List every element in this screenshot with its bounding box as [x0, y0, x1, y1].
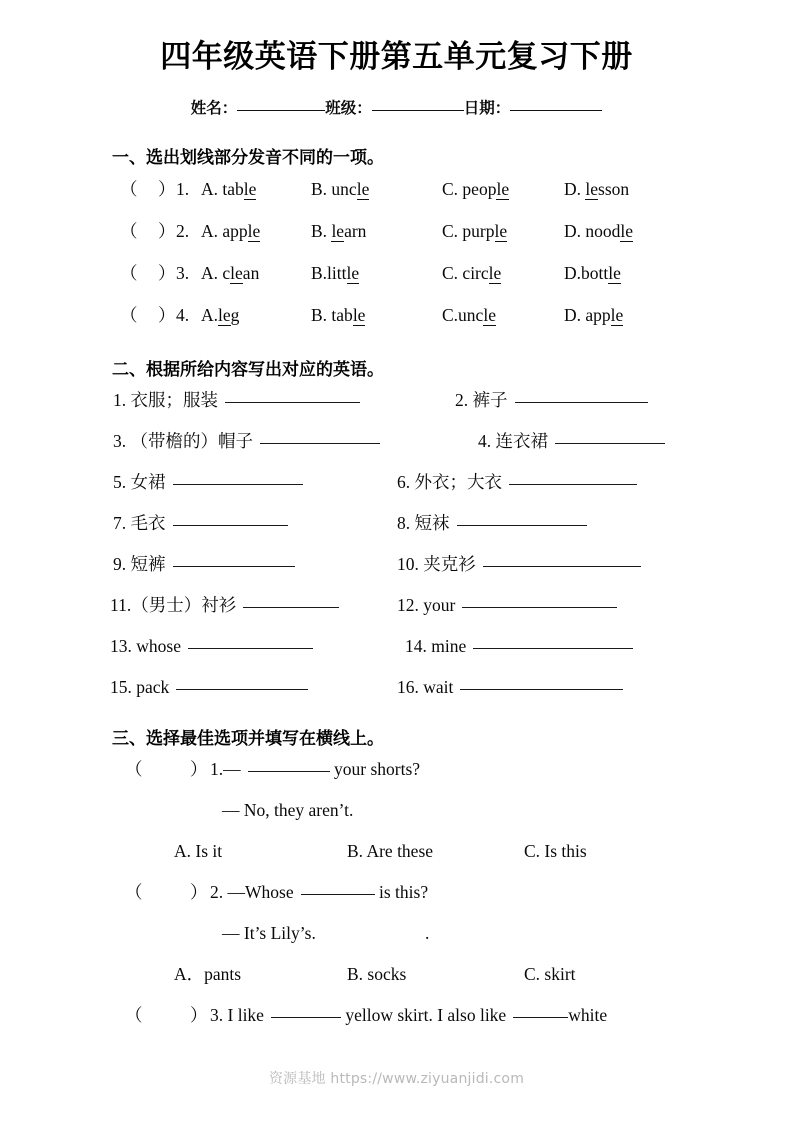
- translation-row: [0, 421, 793, 462]
- stem-part-3: white: [568, 1005, 608, 1026]
- option-b-pre: B.litt: [311, 263, 347, 284]
- option-a-pre: A. c: [201, 263, 231, 284]
- translation-item: [478, 421, 665, 462]
- choice-question-options: [0, 831, 793, 872]
- option-c-pre: C. peop: [442, 179, 497, 200]
- option-d-pre: D. nood: [564, 221, 621, 242]
- option-a[interactable]: [201, 294, 239, 336]
- option-d[interactable]: [564, 168, 629, 210]
- answer-paren-close: ）: [158, 221, 176, 242]
- section-2-heading: 二、根据所给内容写出对应的英语。: [112, 360, 384, 380]
- answer-paren-close: ）: [158, 263, 176, 284]
- source-watermark: 资源基地 https://www.ziyuanjidi.com: [268, 1071, 525, 1087]
- option-b-pre: B.: [311, 221, 332, 242]
- option-a[interactable]: [201, 168, 256, 210]
- section-1-heading: 一、选出划线部分发音不同的一项。: [112, 148, 384, 168]
- choice-question-stem: [0, 872, 793, 913]
- answer-blank[interactable]: [173, 525, 288, 526]
- answer-paren-open: （: [120, 179, 138, 200]
- stem-prefix: 1.—: [210, 759, 241, 780]
- answer-blank[interactable]: [462, 607, 617, 608]
- translation-item: [113, 503, 288, 544]
- translation-item: [110, 585, 339, 626]
- translation-prompt: 6. 外衣；大衣: [397, 472, 502, 493]
- option-a-pre: A.: [201, 305, 219, 326]
- option-c[interactable]: [442, 252, 501, 294]
- translation-item: [397, 667, 623, 708]
- answer-paren-close: ）: [158, 305, 176, 326]
- answer-paren-open: （: [120, 305, 138, 326]
- answer-blank[interactable]: [173, 484, 303, 485]
- choice-question-stem: [0, 995, 793, 1036]
- option-c-underlined: le: [488, 263, 502, 284]
- translation-prompt: 8. 短袜: [397, 513, 450, 534]
- translation-items: [0, 380, 793, 708]
- answer-paren-close: ）: [190, 882, 208, 903]
- option-a-underlined: le: [230, 263, 243, 284]
- pronunciation-question-row: [0, 252, 793, 294]
- translation-prompt: 12. your: [397, 595, 456, 616]
- option-d[interactable]: [564, 294, 623, 336]
- option-a-underlined: le: [243, 179, 257, 200]
- translation-row: [0, 667, 793, 708]
- date-input-blank[interactable]: [510, 110, 602, 111]
- option-b-pre: B. tab: [311, 305, 353, 326]
- stem-part-2: yellow skirt. I also like: [345, 1005, 507, 1026]
- choice-question-answer: [0, 790, 793, 831]
- question-number: 2.: [176, 221, 190, 242]
- option-b-underlined: le: [352, 305, 366, 326]
- option-b-underlined: le: [331, 221, 345, 242]
- option-a[interactable]: A．pants: [174, 964, 242, 985]
- answer-blank[interactable]: [473, 648, 633, 649]
- option-b[interactable]: B. Are these: [347, 841, 434, 862]
- translation-prompt: 2. 裤子: [455, 390, 508, 411]
- option-d-post: sson: [598, 179, 630, 200]
- option-d-pre: D.: [564, 179, 586, 200]
- translation-prompt: 11.（男士）衬衫: [110, 595, 237, 616]
- stem-suffix: your shorts?: [334, 759, 421, 780]
- date-label: 日期：: [463, 100, 511, 118]
- answer-blank[interactable]: [509, 484, 637, 485]
- option-b[interactable]: B. socks: [347, 964, 407, 985]
- answer-paren-open: （: [120, 263, 138, 284]
- translation-row: [0, 380, 793, 421]
- answer-blank[interactable]: [176, 689, 308, 690]
- answer-blank[interactable]: [243, 607, 339, 608]
- answer-blank[interactable]: [460, 689, 623, 690]
- option-d-pre: D. app: [564, 305, 611, 326]
- option-d[interactable]: [564, 252, 621, 294]
- pronunciation-question-row: [0, 168, 793, 210]
- translation-item: [397, 462, 637, 503]
- translation-item: [113, 544, 295, 585]
- stem-part-1: 3. I like: [210, 1005, 264, 1026]
- translation-item: [110, 626, 313, 667]
- answer-blank[interactable]: [483, 566, 641, 567]
- option-c[interactable]: [442, 294, 496, 336]
- translation-prompt: 1. 衣服；服装: [113, 390, 218, 411]
- stem-text: [210, 749, 420, 790]
- translation-item: [113, 462, 303, 503]
- question-number: 3.: [176, 263, 190, 284]
- option-b-pre: B. unc: [311, 179, 357, 200]
- answer-blank[interactable]: [457, 525, 587, 526]
- translation-item: [113, 380, 360, 421]
- option-b[interactable]: [311, 168, 369, 210]
- option-a-underlined: le: [218, 305, 231, 326]
- translation-row: [0, 503, 793, 544]
- translation-item: [397, 585, 617, 626]
- class-input-blank[interactable]: [372, 110, 464, 111]
- stem-suffix: is this?: [378, 882, 429, 903]
- trailing-period: .: [425, 923, 430, 944]
- translation-prompt: 9. 短裤: [113, 554, 166, 575]
- option-b[interactable]: [311, 252, 359, 294]
- translation-item: [397, 503, 587, 544]
- answer-blank[interactable]: [515, 402, 648, 403]
- translation-row: [0, 626, 793, 667]
- option-a-post: g: [230, 305, 240, 326]
- translation-item: [405, 626, 633, 667]
- option-d-underlined: le: [585, 179, 599, 200]
- option-d-underlined: le: [610, 305, 624, 326]
- stem-prefix: 2. —Whose: [210, 882, 294, 903]
- choice-question-stem: [0, 749, 793, 790]
- translation-prompt: 15. pack: [110, 677, 170, 698]
- answer-paren-open: （: [125, 882, 143, 903]
- option-a[interactable]: [201, 252, 259, 294]
- answer-paren-open: （: [120, 221, 138, 242]
- translation-prompt: 13. whose: [110, 636, 181, 657]
- translation-prompt: 7. 毛衣: [113, 513, 166, 534]
- answer-paren-open: （: [125, 1005, 143, 1026]
- option-b[interactable]: [311, 294, 365, 336]
- option-c-pre: C. circ: [442, 263, 489, 284]
- answer-text: — No, they aren’t.: [222, 800, 354, 821]
- option-a[interactable]: A. Is it: [174, 841, 223, 862]
- answer-text: — It’s Lily’s.: [222, 923, 316, 944]
- stem-text: [210, 995, 607, 1036]
- translation-prompt: 4. 连衣裙: [478, 431, 548, 452]
- translation-row: [0, 544, 793, 585]
- option-d[interactable]: [564, 210, 633, 252]
- option-c[interactable]: [442, 210, 507, 252]
- translation-item: [110, 667, 308, 708]
- option-c-underlined: le: [494, 221, 508, 242]
- translation-prompt: 14. mine: [405, 636, 467, 657]
- option-c[interactable]: C. Is this: [524, 841, 587, 862]
- option-c[interactable]: C. skirt: [524, 964, 576, 985]
- option-c-pre: C. purp: [442, 221, 495, 242]
- answer-blank[interactable]: [555, 443, 665, 444]
- translation-prompt: 10. 夹克衫: [397, 554, 476, 575]
- name-label: 姓名：: [190, 100, 238, 118]
- option-b[interactable]: [311, 210, 366, 252]
- answer-paren-open: （: [125, 759, 143, 780]
- option-d-pre: D.bott: [564, 263, 609, 284]
- translation-prompt: 3. （带檐的）帽子: [113, 431, 253, 452]
- option-d-underlined: le: [608, 263, 621, 284]
- pronunciation-question-row: [0, 294, 793, 336]
- option-a-underlined: le: [247, 221, 261, 242]
- option-a-pre: A. tab: [201, 179, 244, 200]
- stem-blank-1[interactable]: [271, 1017, 341, 1018]
- option-c-pre: C.unc: [442, 305, 484, 326]
- option-b-underlined: le: [356, 179, 370, 200]
- translation-item: [455, 380, 648, 421]
- answer-paren-close: ）: [158, 179, 176, 200]
- stem-blank[interactable]: [248, 771, 330, 772]
- translation-item: [113, 421, 380, 462]
- answer-blank[interactable]: [188, 648, 313, 649]
- page-title: 四年级英语下册第五单元复习下册: [160, 39, 633, 74]
- translation-row: [0, 585, 793, 626]
- choice-question-answer: [0, 913, 793, 954]
- choice-question-options: [0, 954, 793, 995]
- option-b-post: arn: [344, 221, 367, 242]
- translation-row: [0, 462, 793, 503]
- answer-blank[interactable]: [260, 443, 380, 444]
- option-b-underlined: le: [346, 263, 360, 284]
- name-input-blank[interactable]: [237, 110, 325, 111]
- class-label: 班级：: [325, 100, 372, 118]
- option-c-underlined: le: [483, 305, 496, 326]
- option-c[interactable]: [442, 168, 509, 210]
- question-number: 1.: [176, 179, 190, 200]
- option-c-underlined: le: [496, 179, 510, 200]
- option-a-post: an: [242, 263, 260, 284]
- stem-blank[interactable]: [301, 894, 375, 895]
- answer-blank[interactable]: [173, 566, 295, 567]
- option-a-pre: A. app: [201, 221, 248, 242]
- answer-paren-close: ）: [190, 759, 208, 780]
- translation-item: [397, 544, 641, 585]
- translation-prompt: 5. 女裙: [113, 472, 166, 493]
- question-number: 4.: [176, 305, 190, 326]
- answer-paren-close: ）: [190, 1005, 208, 1026]
- option-a[interactable]: [201, 210, 260, 252]
- section-3-heading: 三、选择最佳选项并填写在横线上。: [112, 729, 384, 749]
- pronunciation-question-row: [0, 210, 793, 252]
- option-d-underlined: le: [620, 221, 634, 242]
- stem-text: [210, 872, 428, 913]
- student-info-line: [0, 96, 793, 118]
- translation-prompt: 16. wait: [397, 677, 454, 698]
- answer-blank[interactable]: [225, 402, 360, 403]
- stem-blank-2[interactable]: [513, 1017, 568, 1018]
